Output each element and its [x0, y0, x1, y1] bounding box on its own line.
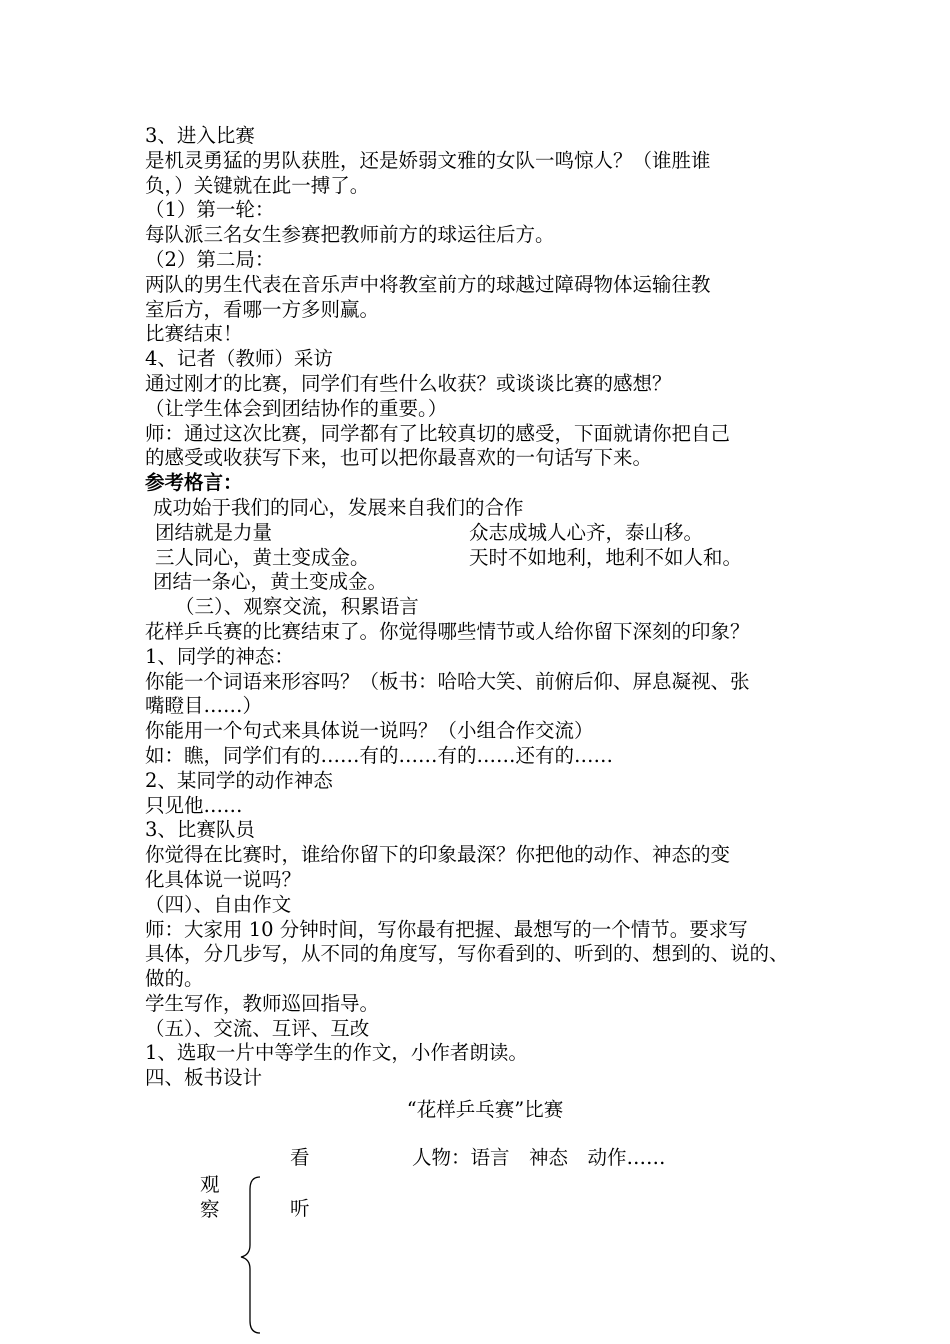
text-line: 学生写作，教师巡回指导。	[145, 991, 380, 1015]
quote-right: 众志成城人心齐，泰山移。	[469, 520, 704, 544]
text-line: （让学生体会到团结协作的重要。）	[145, 396, 448, 420]
document-body	[145, 124, 825, 1091]
text-line: 两队的男生代表在音乐声中将教室前方的球越过障碍物体运输往教	[145, 272, 711, 296]
text-line: 师：大家用 10 分钟时间，写你最有把握、最想写的一个情节。要求写	[145, 917, 748, 941]
quote-left: 三人同心，黄土变成金。	[155, 545, 370, 569]
board-kan: 看	[290, 1146, 310, 1169]
text-line: 化具体说一说吗？	[145, 867, 302, 891]
text-line: 你能用一个句式来具体说一说吗？（小组合作交流）	[145, 719, 594, 743]
board-title: “花样乒乓赛”比赛	[406, 1098, 564, 1121]
text-line: （2）第二局：	[145, 247, 275, 271]
quote-line: 团结一条心，黄土变成金。	[153, 570, 388, 594]
text-line: 具体，分几步写，从不同的角度写，写你看到的、听到的、想到的、说的、	[145, 942, 789, 966]
board-guan: 观	[200, 1173, 220, 1196]
text-line: 花样乒乓赛的比赛结束了。你觉得哪些情节或人给你留下深刻的印象？	[145, 619, 750, 643]
text-line: 通过刚才的比赛，同学们有些什么收获？或谈谈比赛的感想？	[145, 371, 672, 395]
text-line: （五）、交流、互评、互改	[145, 1016, 370, 1040]
text-line: 四、板书设计	[145, 1066, 263, 1090]
curly-brace-icon	[238, 1175, 264, 1335]
board-cha: 察	[200, 1198, 220, 1221]
text-line: 只见他……	[145, 793, 243, 817]
text-line: 2、某同学的动作神态	[145, 768, 333, 792]
board-vertical-label	[200, 1172, 222, 1222]
quote-right: 天时不如地利，地利不如人和。	[469, 545, 743, 569]
quote-left: 团结就是力量	[155, 520, 273, 544]
text-line: 1、同学的神态：	[145, 644, 294, 668]
board-renwu: 人物：语言 神态 动作……	[412, 1146, 666, 1169]
text-line: 1、选取一片中等学生的作文，小作者朗读。	[145, 1041, 528, 1065]
quote-line: 成功始于我们的同心，发展来自我们的合作	[153, 495, 524, 519]
text-line: 3、比赛队员	[145, 818, 255, 842]
quote-pair	[145, 521, 825, 546]
text-line: 做的。	[145, 967, 204, 991]
section-heading: （三）、观察交流，积累语言	[175, 595, 419, 619]
text-line: 嘴瞪目……）	[145, 694, 263, 718]
text-line: 每队派三名女生参赛把教师前方的球运往后方。	[145, 223, 555, 247]
reference-quotes-heading: 参考格言：	[145, 471, 243, 495]
text-line: 比赛结束！	[145, 322, 243, 346]
board-ting: 听	[290, 1197, 310, 1220]
text-line: （1）第一轮：	[145, 198, 275, 222]
text-line: 师：通过这次比赛，同学都有了比较真切的感受，下面就请你把自己	[145, 421, 731, 445]
text-line: 3、进入比赛	[145, 124, 255, 147]
text-line: （四）、自由作文	[145, 892, 292, 916]
text-line: 负，）关键就在此一搏了。	[145, 173, 370, 197]
text-line: 你觉得在比赛时，谁给你留下的印象最深？你把他的动作、神态的变	[145, 843, 731, 867]
text-line: 你能一个词语来形容吗？（板书：哈哈大笑、前俯后仰、屏息凝视、张	[145, 669, 750, 693]
text-line: 是机灵勇猛的男队获胜，还是娇弱文雅的女队一鸣惊人？（谁胜谁	[145, 148, 711, 172]
text-line: 室后方，看哪一方多则赢。	[145, 297, 380, 321]
quote-pair	[145, 546, 825, 571]
text-line: 4、记者（教师）采访	[145, 347, 333, 371]
text-line: 的感受或收获写下来，也可以把你最喜欢的一句话写下来。	[145, 446, 653, 470]
text-line: 如：瞧，同学们有的……有的……有的……还有的……	[145, 743, 614, 767]
